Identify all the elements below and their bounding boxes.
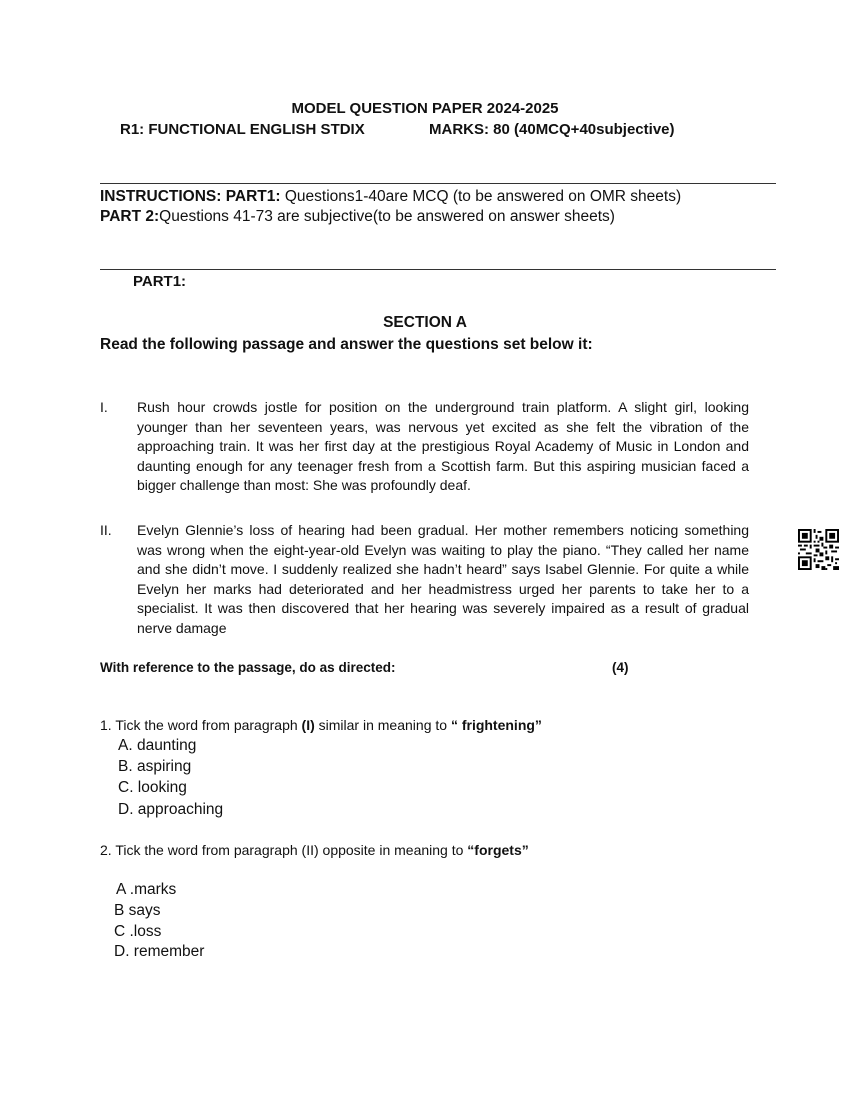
instructions-part1-label: INSTRUCTIONS: PART1: bbox=[100, 188, 281, 205]
paragraph-number: I. bbox=[100, 399, 108, 415]
paper-title: MODEL QUESTION PAPER 2024-2025 bbox=[291, 100, 559, 117]
option-d[interactable]: D. remember bbox=[114, 943, 205, 960]
question-2-prefix: 2. Tick the word from paragraph (II) opposite in meaning to bbox=[100, 842, 468, 858]
divider-middle bbox=[100, 269, 776, 270]
option-a[interactable]: A. daunting bbox=[118, 737, 197, 754]
question-1-word: “ frightening” bbox=[450, 717, 542, 733]
part-heading: PART1: bbox=[133, 273, 187, 290]
paper-subject: R1: FUNCTIONAL ENGLISH STDIX bbox=[120, 121, 365, 138]
qr-code-icon bbox=[798, 529, 839, 570]
option-a[interactable]: A .marks bbox=[116, 881, 177, 898]
instructions-part2 bbox=[100, 208, 615, 226]
section-title: SECTION A bbox=[383, 314, 467, 331]
question-1-ref: (I) bbox=[301, 717, 315, 733]
instructions-part1 bbox=[100, 188, 681, 206]
instructions-part2-text: Questions 41-73 are subjective(to be answered on answer sheets) bbox=[159, 208, 615, 225]
question-1-middle: similar in meaning to bbox=[314, 717, 451, 733]
instructions-part1-text: Questions1-40are MCQ (to be answered on OMR sheets) bbox=[280, 188, 682, 205]
section-instruction: Read the following passage and answer the questions set below it: bbox=[100, 336, 593, 353]
reference-instruction: With reference to the passage, do as directed: bbox=[100, 660, 396, 675]
instructions-part2-label: PART 2: bbox=[100, 208, 160, 225]
option-d[interactable]: D. approaching bbox=[118, 801, 224, 818]
divider-top bbox=[100, 183, 776, 184]
question-2 bbox=[100, 842, 529, 858]
reference-marks: (4) bbox=[612, 660, 629, 675]
question-2-word: “forgets” bbox=[467, 842, 529, 858]
passage-paragraph: Evelyn Glennie’s loss of hearing had been gradual. Her mother remembers noticing something was wrong when the eight-year-old Evelyn was waiting to play the piano. “They called her name and she didn’t move. I suddenly realized she hadn’t heard” says Isabel Glennie. For quite a while Evelyn her marks had deteriorated and her headmistress urged her parents to take her to a specialist. It was then discovered that her hearing was severely impaired as a result of gradual nerve damage bbox=[137, 522, 749, 636]
question-1 bbox=[100, 717, 542, 733]
question-1-prefix: 1. Tick the word from paragraph bbox=[100, 717, 302, 733]
option-c[interactable]: C. looking bbox=[118, 779, 187, 796]
paper-marks: MARKS: 80 (40MCQ+40subjective) bbox=[429, 121, 675, 138]
option-b[interactable]: B. aspiring bbox=[118, 758, 192, 775]
option-b[interactable]: B says bbox=[114, 902, 161, 919]
option-c[interactable]: C .loss bbox=[114, 923, 162, 940]
passage-paragraph: Rush hour crowds jostle for position on the underground train platform. A slight girl, looking younger than her seventeen years, was nervous yet excited as she felt the vibration of the approaching train. It was her first day at the prestigious Royal Academy of Music in London and daunting enough for any teenager fresh from a Scottish farm. But this aspiring musician faced a bigger challenge than most: She was profoundly deaf. bbox=[137, 399, 749, 494]
paragraph-number: II. bbox=[100, 522, 112, 538]
